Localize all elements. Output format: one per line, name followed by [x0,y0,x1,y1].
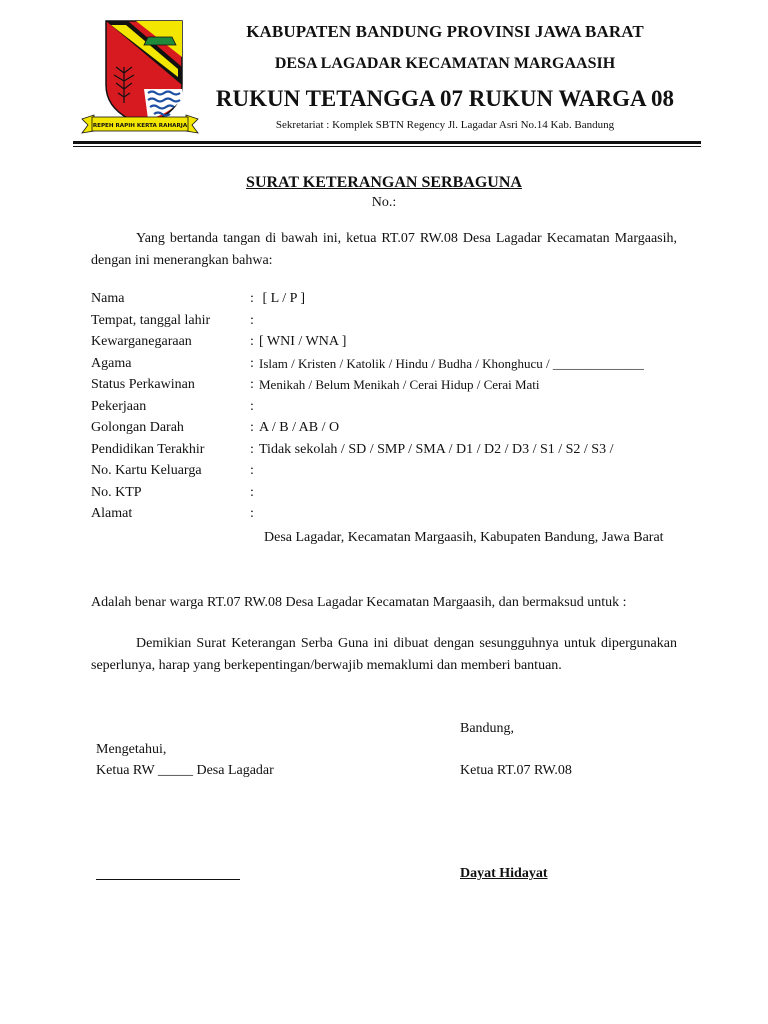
field-label: No. Kartu Keluarga [91,463,202,478]
field-row-no-kk [91,463,691,485]
field-row-kewarganegaraan [91,334,691,356]
letterhead-line-1: KABUPATEN BANDUNG PROVINSI JAWA BARAT [246,22,644,41]
field-colon: : [250,312,254,328]
signature-place: Bandung, [460,721,515,736]
letterhead-rule-thick [73,141,701,144]
closing-paragraph: Demikian Surat Keterangan Serba Guna ini dibuat dengan sesungguhnya untuk dipergunakan seperlunya, harap yang berkepentingan/berwajib memaklumi dan memberi bantuan. [91,636,677,673]
field-label: Nama [91,291,125,306]
field-value: Tidak sekolah / SD / SMP / SMA / D1 / D2 / D3 / S1 / S2 / S3 / [259,441,614,457]
field-row-nama [91,291,691,313]
field-label: Golongan Darah [91,420,184,435]
opening-paragraph: Yang bertanda tangan di bawah ini, ketua RT.07 RW.08 Desa Lagadar Kecamatan Margaasih, dengan ini menerangkan bahwa: [91,231,677,268]
field-value: Islam / Kristen / Katolik / Hindu / Budha / Khonghucu / ______________ [259,355,644,371]
field-colon: : [250,484,254,500]
field-colon: : [250,334,254,349]
field-label: Alamat [91,506,133,521]
letterhead-line-2: DESA LAGADAR KECAMATAN MARGAASIH [274,55,616,72]
field-row-alamat [91,506,691,528]
field-colon: : [250,377,254,392]
field-label: Tempat, tanggal lahir [91,312,211,328]
field-value: [ WNI / WNA ] [259,334,347,349]
rt-chairman-title: Ketua RT.07 RW.08 [460,763,572,778]
field-label: Pekerjaan [91,398,147,414]
field-label: Agama [91,355,132,371]
field-label: Kewarganegaraan [91,334,192,349]
letterhead-line-3: RUKUN TETANGGA 07 RUKUN WARGA 08 [215,86,675,111]
field-colon: : [250,291,254,306]
field-label: Pendidikan Terakhir [91,441,205,457]
field-row-no-ktp [91,485,691,507]
field-colon: : [250,355,254,371]
identity-fields [91,291,691,528]
logo-motto: REPEH RAPIH KERTA RAHARJA [92,123,188,129]
rt-chairman-name: Dayat Hidayat [460,866,548,881]
letterhead-rule-thin [73,146,701,147]
field-row-status-perkawinan [91,377,691,399]
rw-chairman-title: Ketua RW _____ Desa Lagadar [96,763,274,778]
statement-paragraph: Adalah benar warga RT.07 RW.08 Desa Lagadar Kecamatan Margaasih, dan bermaksud untuk : [91,595,627,610]
field-row-ttl [91,313,691,335]
letterhead-address: Sekretariat : Komplek SBTN Regency Jl. Lagadar Asri No.14 Kab. Bandung [275,119,615,131]
field-row-pendidikan [91,442,691,464]
field-row-golongan-darah [91,420,691,442]
field-value: [ L / P ] [259,291,306,306]
address-continuation: Desa Lagadar, Kecamatan Margaasih, Kabupaten Bandung, Jawa Barat [264,530,664,545]
document-number: No.: [371,195,397,210]
field-colon: : [250,398,254,414]
rw-signature-line [96,879,240,880]
field-value: Menikah / Belum Menikah / Cerai Hidup / Cerai Mati [259,377,540,392]
acknowledged-label: Mengetahui, [96,742,167,757]
document-title: SURAT KETERANGAN SERBAGUNA [246,174,522,191]
field-colon: : [250,463,254,478]
field-label: No. KTP [91,484,142,500]
field-colon: : [250,506,254,521]
field-colon: : [250,441,254,457]
field-value: A / B / AB / O [259,420,340,435]
field-colon: : [250,420,254,435]
field-row-pekerjaan [91,399,691,421]
field-row-agama [91,356,691,378]
field-label: Status Perkawinan [91,377,195,392]
